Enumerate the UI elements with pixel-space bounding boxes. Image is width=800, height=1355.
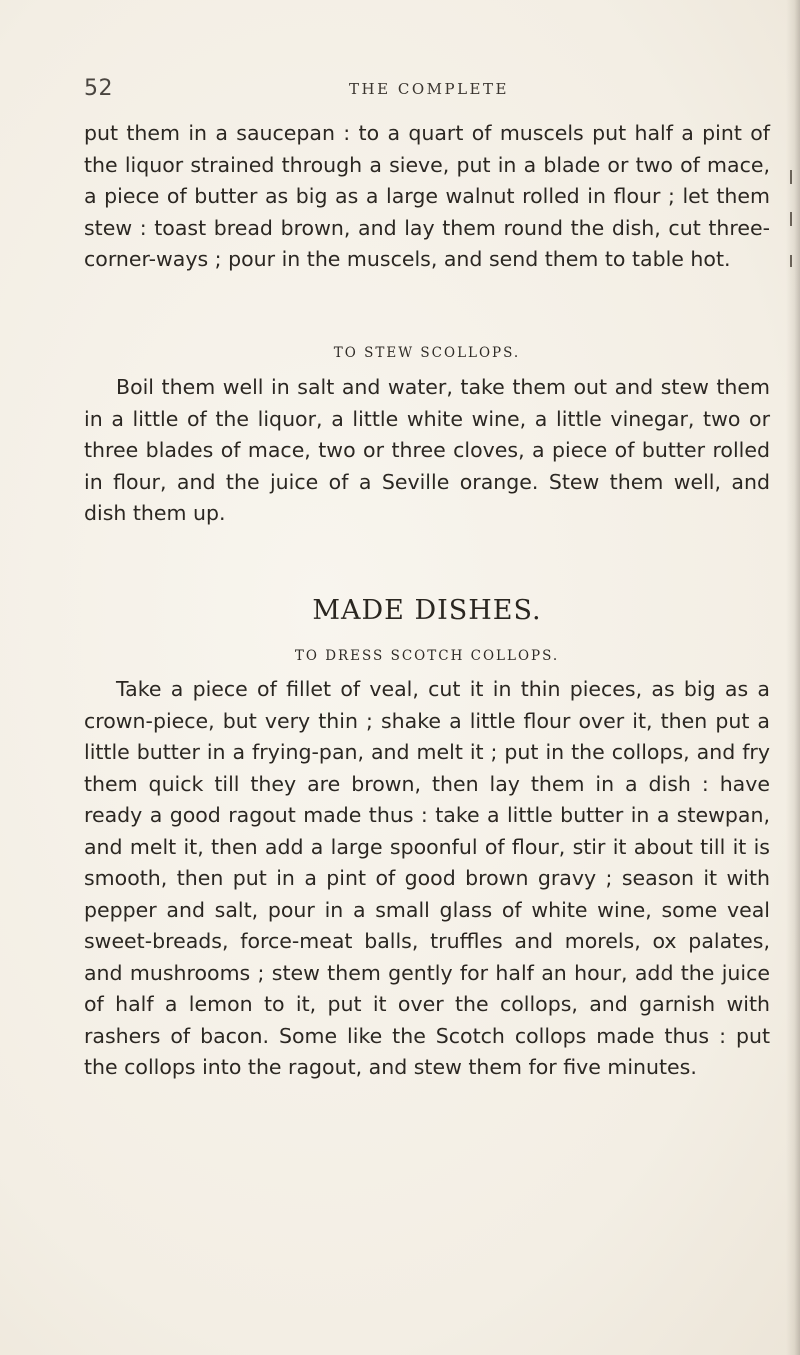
recipe-heading-scotch-collops: TO DRESS SCOTCH COLLOPS. [294,648,560,664]
edge-mark [790,255,792,267]
edge-mark [790,212,792,226]
page-edge-shadow [786,0,800,1355]
recipe-text-scotch-collops: Take a piece of fillet of veal, cut it in thin pieces, as big as a crown-piece, but very thin ; shake a little flour over it, then put a little butter in a frying-pan, and melt it ; put in the collops, and fry them quick till they are brown, then lay them in a dish : have ready a good ragout made thus : take a little butter in a stewpan, and melt it, then add a large spoonful of flour, stir it about till it is smooth, then put in a pint of good brown gravy ; season it with pepper and salt, pour in a small glass of white wine, some veal sweet-breads, force-meat balls, truffles and morels, ox palates, and mushrooms ; stew them gently for half an hour, add the juice of half a lemon to it, put it over the collops, and garnish with rashers of bacon. Some like the Scotch collops made thus : put the collops into the ragout, and stew them for five minutes. [84,677,770,1079]
page-header [84,76,774,106]
intro-paragraph: put them in a saucepan : to a quart of muscels put half a pint of the liquor strained through a sieve, put in a blade or two of mace, a piece of butter as big as a large walnut rolled in flour ; let them stew : toast bread brown, and lay them round the dish, cut three-corner-ways ; pour in the muscels, and send them to table hot. [84,121,770,271]
page-number: 52 [84,76,113,101]
section-title-made-dishes: MADE DISHES. [312,595,542,626]
edge-mark [790,170,792,184]
recipe-heading-stew-scollops: TO STEW SCOLLOPS. [333,345,521,361]
running-head: THE COMPLETE [349,80,509,98]
recipe-text-stew-scollops: Boil them well in salt and water, take them out and stew them in a little of the liquor, a little white wine, a little vinegar, two or three blades of mace, two or three cloves, a piece of butter rolled in flour, and the juice of a Seville orange. Stew them well, and dish them up. [84,375,770,525]
